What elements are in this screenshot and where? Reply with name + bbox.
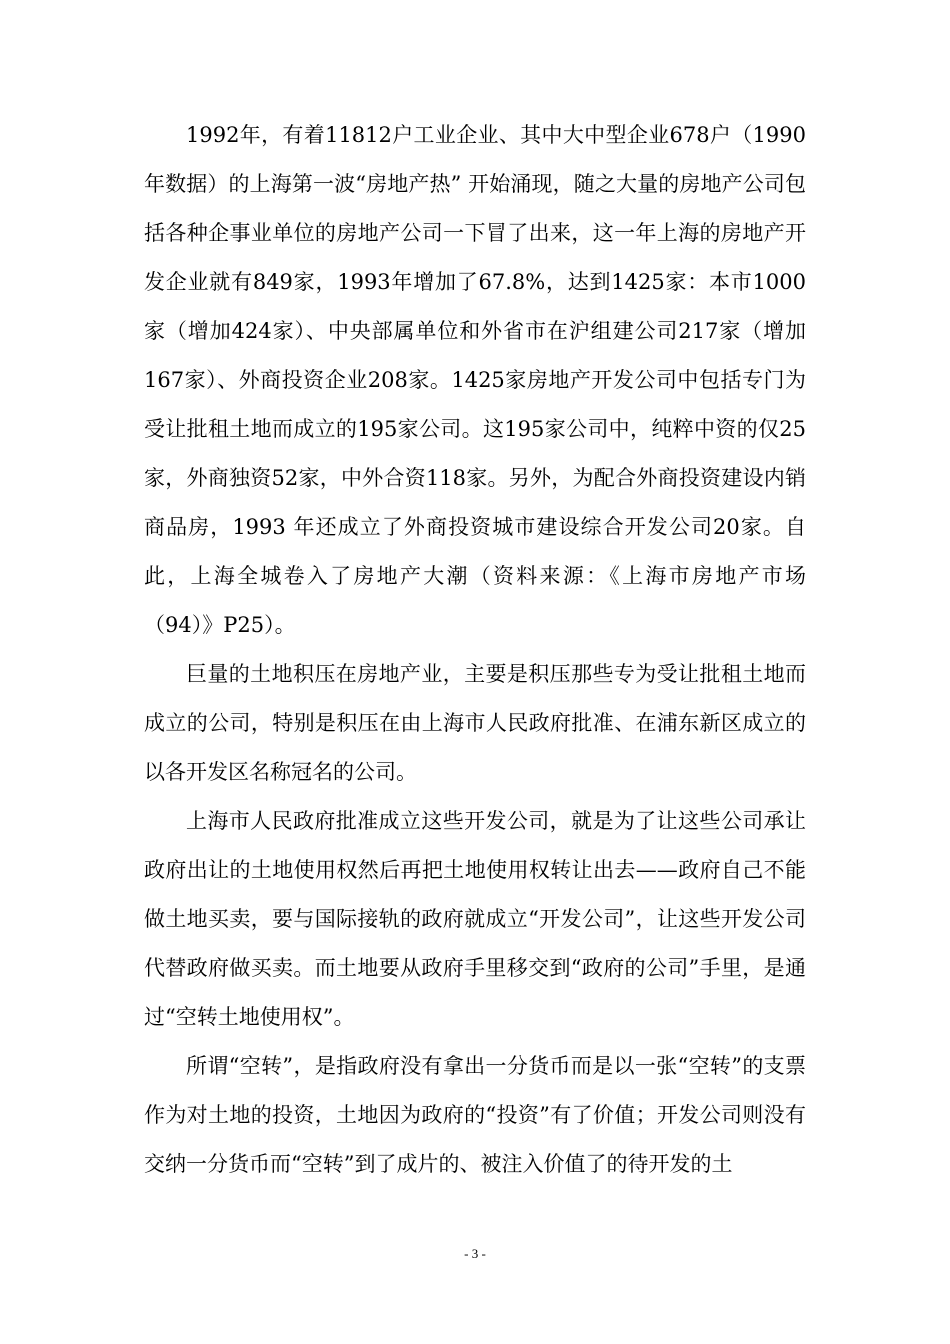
page-number: - 3 -	[464, 1246, 486, 1261]
paragraph-3: 上海市人民政府批准成立这些开发公司，就是为了让这些公司承让政府出让的土地使用权然后再把土地使用权转让出去——政府自己不能做土地买卖，要与国际接轨的政府就成立“开发公司”，让这些开发公司代替政府做买卖。而土地要从政府手里移交到“政府的公司”手里，是通过“空转土地使用权”。	[144, 809, 806, 1029]
paragraph-2: 巨量的土地积压在房地产业，主要是积压那些专为受让批租土地而成立的公司，特别是积压在由上海市人民政府批准、在浦东新区成立的以各开发区名称冠名的公司。	[144, 662, 806, 784]
body-text	[144, 111, 806, 1189]
paragraph-1: 1992年，有着11812户工业企业、其中大中型企业678户（1990年数据）的上海第一波“房地产热” 开始涌现，随之大量的房地产公司包括各种企事业单位的房地产公司一下冒了出来，这一年上海的房地产开发企业就有849家，1993年增加了67.8%，达到1425家：本市1000家（增加424家）、中央部属单位和外省市在沪组建公司217家（增加167家）、外商投资企业208家。1425家房地产开发公司中包括专门为受让批租土地而成立的195家公司。这195家公司中，纯粹中资的仅25家，外商独资52家，中外合资118家。另外，为配合外商投资建设内销商品房，1993 年还成立了外商投资城市建设综合开发公司20家。自此，上海全城卷入了房地产大潮（资料来源：《上海市房地产市场（94）》P25）。	[144, 123, 806, 637]
paragraph-4: 所谓“空转”，是指政府没有拿出一分货币而是以一张“空转”的支票作为对土地的投资，土地因为政府的“投资”有了价值；开发公司则没有交纳一分货币而“空转”到了成片的、被注入价值了的待开发的土	[144, 1054, 806, 1176]
